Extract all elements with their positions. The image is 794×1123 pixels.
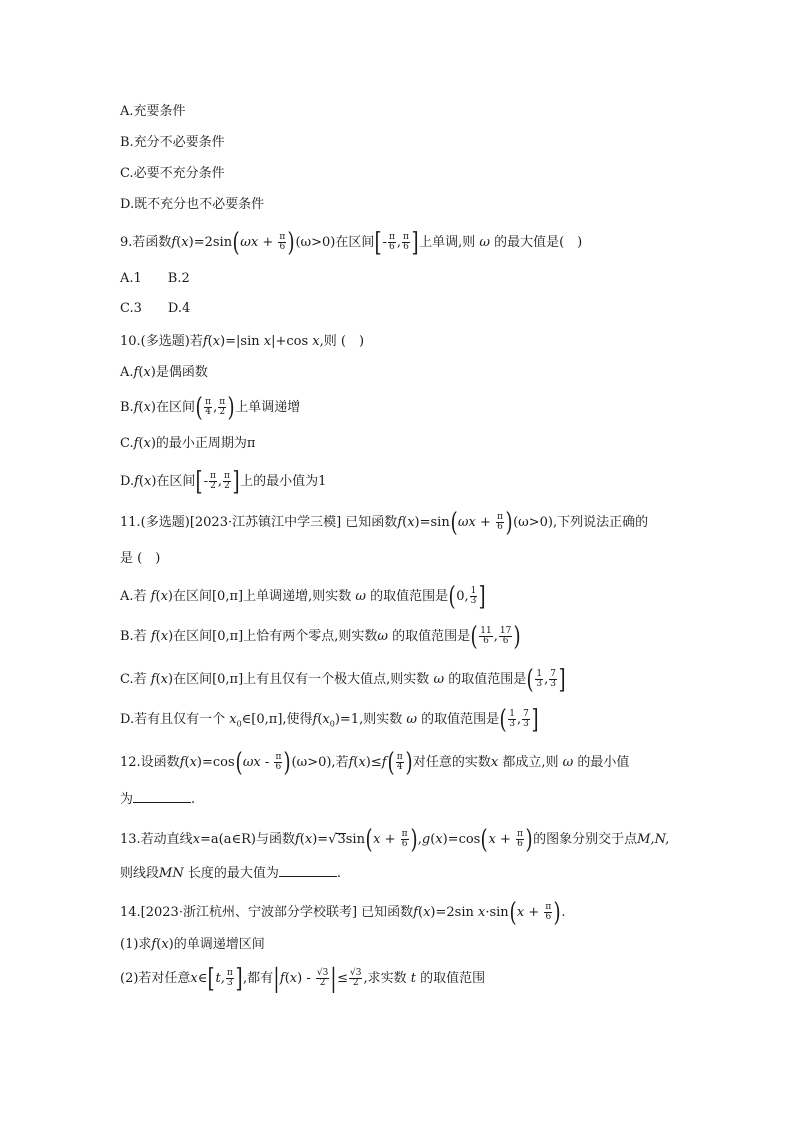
q14-part2: (2)若对任意x∈[t, $\frac{\pi}{3}$ ],都有|f(x) - $\frac{√3}{2}$ |≤ $\frac{√3}{2}$ ,求实数 t 的取值范围: [120, 963, 486, 994]
q9-stem: 9.若函数f(x)=2sin(ωx + $\frac{\pi}{6}$ )(ω>0)在区间[- $\frac{\pi}{6}$ , $\frac{\pi}{6}$ ]上单调,则 ω 的最大值是( ): [120, 227, 583, 258]
q9-options-ab: A.1 B.2: [120, 271, 190, 286]
q8-option-d: D.既不充分也不必要条件: [120, 197, 265, 212]
q11-option-c: C.若 f(x)在区间[0,π]上有且仅有一个极大值点,则实数 ω 的取值范围是( $\frac{1}{3}$ , $\frac{7}{3}$ ]: [120, 664, 566, 695]
q12-stem-line2: 为 .: [120, 792, 196, 807]
q10-option-c: C.f(x)的最小正周期为π: [120, 436, 256, 451]
q12-stem: 12.设函数f(x)=cos(ωx - $\frac{\pi}{6}$ )(ω>0),若f(x)≤f( $\frac{\pi}{4}$ )对任意的实数x 都成立,则 ω 的最小值: [120, 747, 630, 778]
q13-stem: 13.若动直线x=a(a∈R)与函数f(x)=√3sin(x + $\frac{\pi}{6}$ ),g(x)=cos(x + $\frac{\pi}{6}$ )的图象分别交于点M,N,: [120, 824, 670, 855]
q13-stem-line2: 则线段MN 长度的最大值为 .: [120, 866, 341, 881]
q10-option-a: A.f(x)是偶函数: [120, 365, 208, 380]
q14-part1: (1)求f(x)的单调递增区间: [120, 937, 265, 952]
q13-answer-blank[interactable]: [279, 864, 337, 877]
q9-options-cd: C.3 D.4: [120, 301, 191, 316]
q8-option-a: A.充要条件: [120, 104, 186, 119]
q8-option-c: C.必要不充分条件: [120, 166, 225, 181]
q10-stem: 10.(多选题)若f(x)=|sin x|+cos x,则 ( ): [120, 334, 365, 349]
q10-option-b: B.f(x)在区间( $\frac{\pi}{4}$ , $\frac{\pi}{2}$ )上单调递增: [120, 392, 301, 423]
q11-stem-line2: 是 ( ): [120, 551, 161, 566]
q11-option-a: A.若 f(x)在区间[0,π]上单调递增,则实数 ω 的取值范围是(0, $\frac{1}{3}$ ]: [120, 581, 487, 612]
q10-option-d: D.f(x)在区间[- $\frac{\pi}{2}$ , $\frac{\pi}{2}$ ]上的最小值为1: [120, 466, 327, 497]
q14-stem: 14.[2023·浙江杭州、宁波部分学校联考] 已知函数f(x)=2sin x·sin(x + $\frac{\pi}{6}$ ).: [120, 897, 566, 928]
q11-option-b: B.若 f(x)在区间[0,π]上恰有两个零点,则实数ω 的取值范围是( $\frac{11}{6}$ , $\frac{17}{6}$ ): [120, 621, 521, 652]
q8-option-b: B.充分不必要条件: [120, 135, 225, 150]
q12-answer-blank[interactable]: [133, 790, 191, 803]
q11-option-d: D.若有且仅有一个 $x_0\in[0,\pi]$,使得$f(x_0)=1$,则实数 ω 的取值范围是( $\frac{1}{3}$ , $\frac{7}{3}$ ]: [120, 704, 539, 735]
q11-stem: 11.(多选题)[2023·江苏镇江中学三模] 已知函数f(x)=sin(ωx + $\frac{\pi}{6}$ )(ω>0),下列说法正确的: [120, 507, 649, 538]
